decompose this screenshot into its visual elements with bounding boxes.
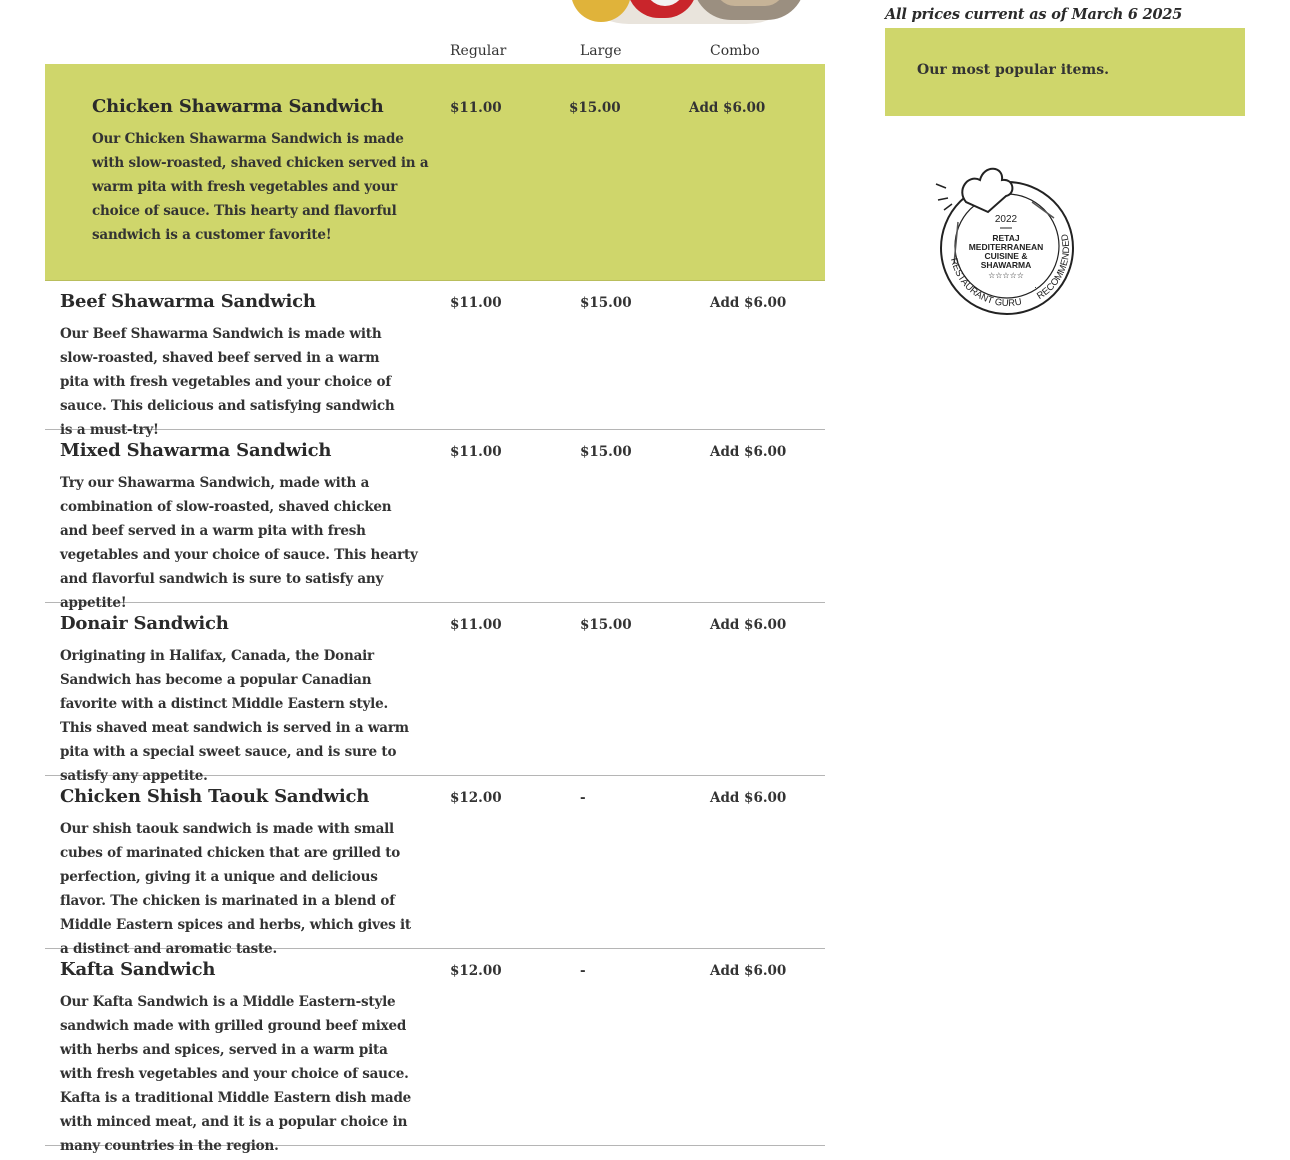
popular-items-label: Our most popular items. xyxy=(917,62,1109,78)
item-description: Originating in Halifax, Canada, the Donair Sandwich has become a popular Canadian favorite with a distinct Middle Eastern style. This shaved meat sandwich is served in a warm pita with a special sweet sauce, and is sure to satisfy any appetite. xyxy=(60,648,409,784)
price-combo: Add $6.00 xyxy=(710,295,787,311)
menu-item-row xyxy=(45,603,825,784)
price-combo: Add $6.00 xyxy=(710,444,787,460)
item-name: Beef Shawarma Sandwich xyxy=(60,291,316,312)
column-header-combo: Combo xyxy=(710,43,760,59)
item-name: Chicken Shawarma Sandwich xyxy=(92,96,384,117)
price-regular: $11.00 xyxy=(450,100,502,116)
badge-ring-right: RECOMMENDED xyxy=(1035,232,1073,302)
price-regular: $12.00 xyxy=(450,963,502,979)
menu-item-row xyxy=(45,776,825,957)
price-large: $15.00 xyxy=(580,295,632,311)
badge-ring-left: RESTAURANT GURU xyxy=(948,256,1023,310)
price-combo: Add $6.00 xyxy=(710,617,787,633)
column-header-regular: Regular xyxy=(450,43,507,59)
item-name: Kafta Sandwich xyxy=(60,959,216,980)
price-combo: Add $6.00 xyxy=(710,963,787,979)
menu-item-row xyxy=(45,281,825,438)
price-date-note: All prices current as of March 6 2025 xyxy=(885,6,1183,23)
price-combo: Add $6.00 xyxy=(689,100,766,116)
item-description: Our shish taouk sandwich is made with small cubes of marinated chicken that are grilled to perfection, giving it a unique and delicious flavor. The chicken is marinated in a blend of Middle Eastern spices and herbs, which gives it a distinct and aromatic taste. xyxy=(60,821,411,957)
badge-name-4: SHAWARMA xyxy=(980,260,1032,270)
badge-name-2: MEDITERRANEAN xyxy=(968,242,1044,252)
badge-name-1: RETAJ xyxy=(992,233,1020,243)
price-regular: $12.00 xyxy=(450,790,502,806)
item-description: Try our Shawarma Sandwich, made with a combination of slow-roasted, shaved chicken and beef served in a warm pita with fresh vegetables and your choice of sauce. This hearty and flavorful sandwich is sure to satisfy any appetite! xyxy=(60,475,418,611)
hero-food-image xyxy=(565,0,810,24)
price-large: $15.00 xyxy=(569,100,621,116)
item-name: Chicken Shish Taouk Sandwich xyxy=(60,786,370,807)
menu-item-row xyxy=(45,430,825,611)
price-large: $15.00 xyxy=(580,617,632,633)
column-header-large: Large xyxy=(580,43,622,59)
item-description: Our Beef Shawarma Sandwich is made with slow-roasted, shaved beef served in a warm pita with fresh vegetables and your choice of sauce. This delicious and satisfying sandwich is a must-try! xyxy=(60,326,395,438)
badge-year: 2022 xyxy=(994,214,1018,225)
badge-graphic xyxy=(928,160,1078,320)
item-name: Donair Sandwich xyxy=(60,613,229,634)
price-large: $15.00 xyxy=(580,444,632,460)
item-name: Mixed Shawarma Sandwich xyxy=(60,440,332,461)
price-combo: Add $6.00 xyxy=(710,790,787,806)
price-regular: $11.00 xyxy=(450,617,502,633)
svg-text:·: · xyxy=(1034,282,1037,292)
price-regular: $11.00 xyxy=(450,295,502,311)
popular-items-legend xyxy=(885,28,1245,116)
badge-stars: ☆☆☆☆☆ xyxy=(988,271,1024,280)
restaurant-guru-badge[interactable] xyxy=(928,160,1078,320)
item-description: Our Chicken Shawarma Sandwich is made with slow-roasted, shaved chicken served in a warm pita with fresh vegetables and your choice of sauce. This hearty and flavorful sandwich is a customer favorite! xyxy=(92,131,429,243)
price-regular: $11.00 xyxy=(450,444,502,460)
menu-item-row-featured xyxy=(45,64,825,281)
price-large: - xyxy=(580,963,586,979)
price-large: - xyxy=(580,790,586,806)
badge-name-3: CUISINE & xyxy=(984,251,1028,261)
menu-item-row xyxy=(45,949,825,1154)
item-description: Our Kafta Sandwich is a Middle Eastern-style sandwich made with grilled ground beef mixed with herbs and spices, served in a warm pita with fresh vegetables and your choice of sauce. Kafta is a traditional Middle Eastern dish made with minced meat, and it is a popular choice in many countries in the region. xyxy=(60,994,412,1154)
